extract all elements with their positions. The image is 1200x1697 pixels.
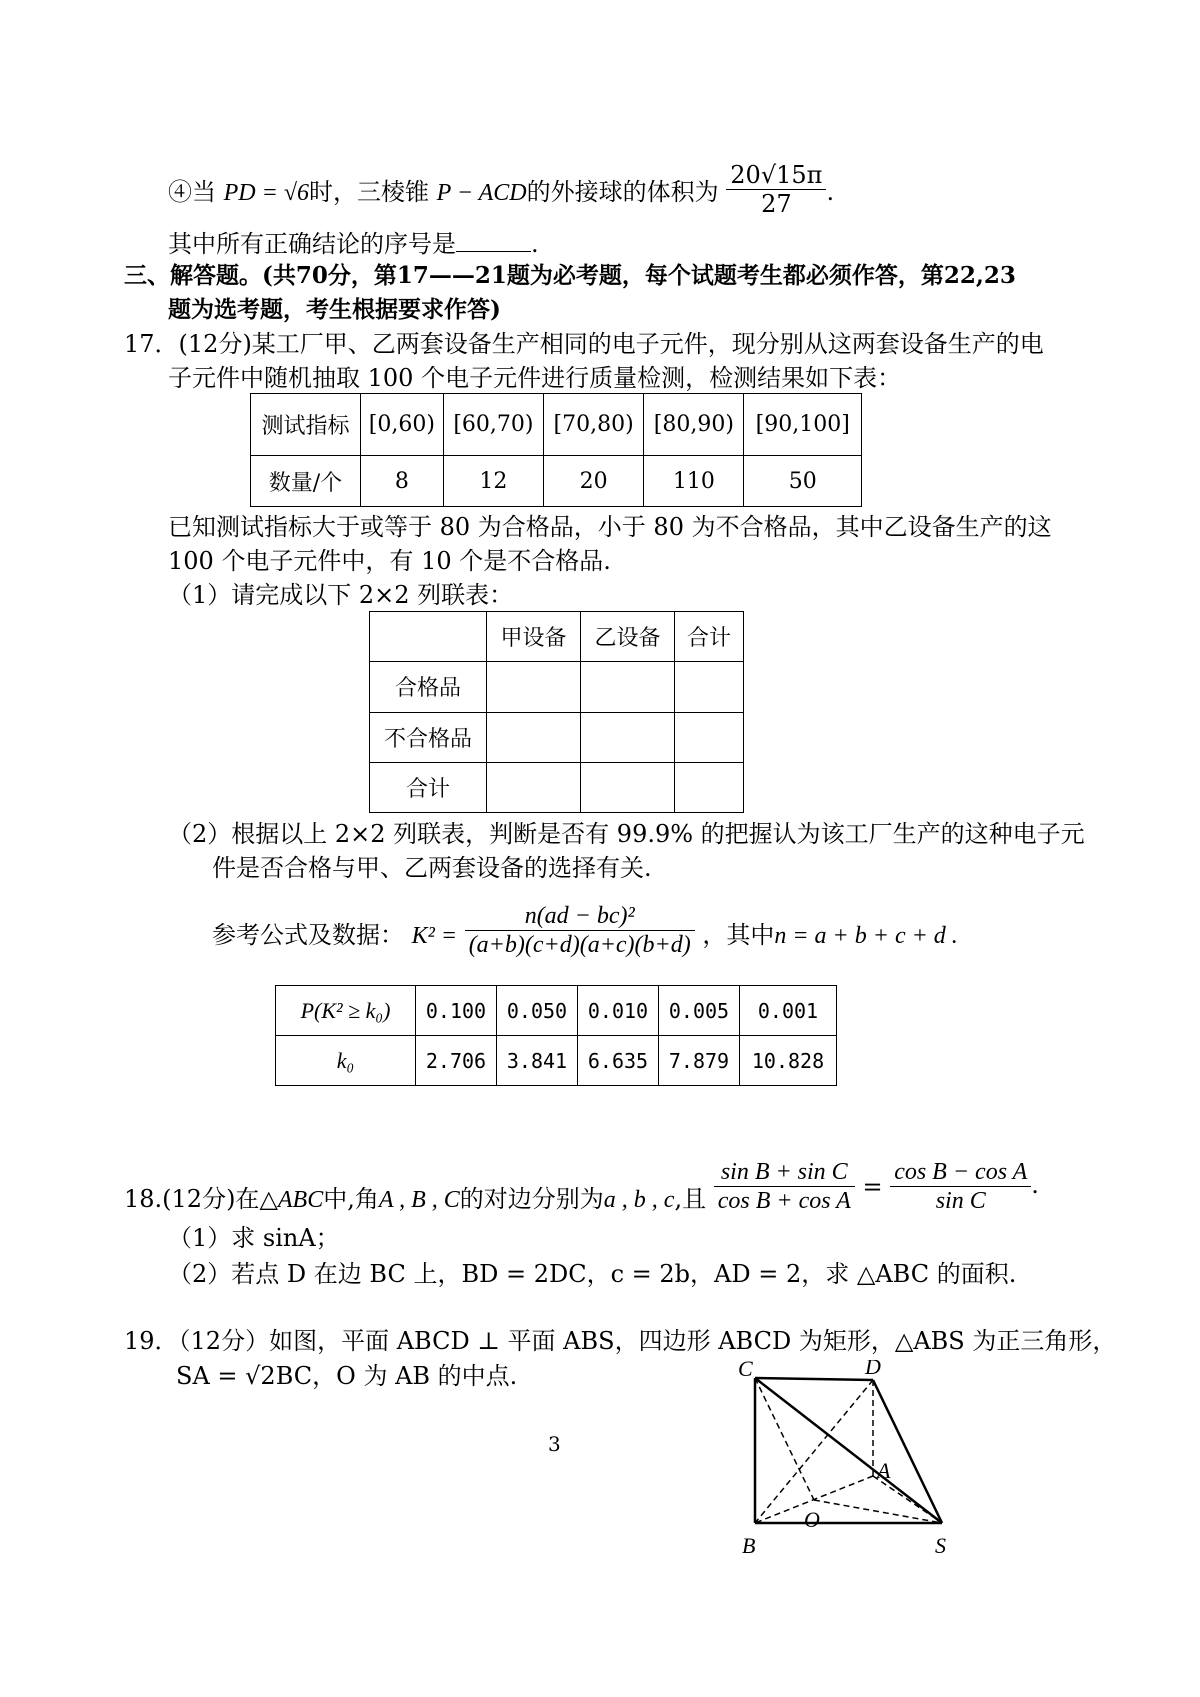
label-o: O: [804, 1507, 820, 1532]
section-3-heading: 三、解答题。(共70分，第17——21题为必考题，每个试题考生都必须作答，第22,23: [124, 262, 1016, 289]
table-cell: 0.100: [416, 986, 497, 1036]
table-cell: [675, 762, 744, 812]
q18-part1: （1）求 sinA；: [168, 1224, 340, 1252]
q17-distribution-table: [250, 393, 862, 507]
section-3-heading-cont: 题为选考题，考生根据要求作答): [168, 296, 501, 323]
answer-blank: [456, 229, 531, 252]
table-cell: 0.005: [659, 986, 740, 1036]
table-header-cell: [70,80): [544, 394, 644, 456]
table-header-cell: [60,70): [443, 394, 543, 456]
q17-part2-line1: （2）根据以上 2×2 列联表，判断是否有 99.9% 的把握认为该工厂生产的这种电子元: [168, 820, 1085, 848]
table-header-cell: [90,100]: [744, 394, 862, 456]
edge-cd: [755, 1378, 873, 1380]
table-cell: 数量/个: [251, 456, 361, 507]
table-cell: 0.010: [578, 986, 659, 1036]
table-cell: 10.828: [740, 1036, 837, 1086]
table-cell: [581, 662, 675, 712]
q17-part2-line2: 件是否合格与甲、乙两套设备的选择有关.: [212, 854, 652, 882]
table-header-cell: [370, 612, 487, 662]
edge-os: [814, 1500, 942, 1523]
volume-fraction: $\frac{20√15\pi}{27}$: [726, 161, 826, 218]
table-row-label: 合计: [370, 762, 487, 812]
table-header-cell: [80,90): [644, 394, 744, 456]
q17-line1: 17．(12分)某工厂甲、乙两套设备生产相同的电子元件，现分别从这两套设备生产的电: [124, 330, 1044, 358]
q19-line2: SA = √2BC，O 为 AB 的中点.: [176, 1362, 518, 1390]
table-header-cell: 甲设备: [487, 612, 581, 662]
table-header-cell: 合计: [675, 612, 744, 662]
conclusion-line: 其中所有正确结论的序号是 .: [168, 230, 539, 258]
table-cell: 50: [744, 456, 862, 507]
table-cell: 2.706: [416, 1036, 497, 1086]
table-row-label: k₀: [276, 1036, 416, 1086]
table-cell: [581, 712, 675, 762]
q17-line4: 100 个电子元件中，有 10 个是不合格品.: [168, 547, 611, 575]
q19-line1: 19．（12分）如图，平面 ABCD ⊥ 平面 ABS，四边形 ABCD 为矩形，△ABS 为正三角形，: [124, 1327, 1117, 1355]
q17-contingency-table: [369, 611, 744, 813]
table-cell: [487, 762, 581, 812]
table-cell: [487, 662, 581, 712]
label-c: C: [738, 1360, 753, 1381]
table-cell: [581, 762, 675, 812]
table-cell: 12: [443, 456, 543, 507]
table-cell: 110: [644, 456, 744, 507]
q18-stem: 18.(12分)在△ABC中,角A , B , C的对边分别为a , b , c,且 $\frac{\text{sin B + sin C}}{\text{cos B + cos A}}$ = $\frac{\text{cos B − cos A}}{\text{sin C}}$ .: [124, 1159, 1039, 1214]
critical-value-table: [275, 985, 837, 1086]
table-header-cell: 乙设备: [581, 612, 675, 662]
table-cell: 8: [360, 456, 443, 507]
chi-square-fraction: $\frac{\text{n(ad − bc)²}}{(a+b)(c+d)(a+c)(b+d)}$: [465, 902, 695, 959]
q17-part1: （1）请完成以下 2×2 列联表：: [168, 581, 514, 609]
table-cell: 0.001: [740, 986, 837, 1036]
table-cell: [487, 712, 581, 762]
label-s: S: [935, 1533, 946, 1558]
edge-db: [755, 1380, 873, 1523]
table-header-cell: [0,60): [360, 394, 443, 456]
label-b: B: [742, 1533, 756, 1558]
table-cell: 20: [544, 456, 644, 507]
pyramid-figure: [730, 1360, 970, 1560]
page-number: 3: [548, 1432, 561, 1456]
right-fraction: $\frac{\text{cos B − cos A}}{\text{sin C}}$: [890, 1158, 1031, 1215]
left-fraction: $\frac{\text{sin B + sin C}}{\text{cos B + cos A}}$: [714, 1158, 855, 1215]
q18-part2: （2）若点 D 在边 BC 上，BD = 2DC，c = 2b，AD = 2，求 △ABC 的面积.: [168, 1260, 1017, 1288]
table-cell: 6.635: [578, 1036, 659, 1086]
reference-formula: 参考公式及数据： K² = $\frac{\text{n(ad − bc)²}}{(a+b)(c+d)(a+c)(b+d)}$ ，其中n = a + b + c + d .: [212, 903, 958, 958]
table-row-label: 不合格品: [370, 712, 487, 762]
table-cell: [675, 662, 744, 712]
table-row-label: 合格品: [370, 662, 487, 712]
q17-line3: 已知测试指标大于或等于 80 为合格品，小于 80 为不合格品，其中乙设备生产的这: [168, 513, 1052, 541]
label-a: A: [877, 1458, 891, 1483]
table-row-label: P(K² ≥ k₀): [276, 986, 416, 1036]
table-header-cell: 测试指标: [251, 394, 361, 456]
table-cell: [675, 712, 744, 762]
q17-line2: 子元件中随机抽取 100 个电子元件进行质量检测，检测结果如下表：: [168, 364, 902, 392]
edge-cs: [755, 1378, 942, 1523]
table-cell: 0.050: [497, 986, 578, 1036]
item-4-line: ④当 PD = √6时，三棱锥 P − ACD的外接球的体积为 $\frac{20√15\pi}{27}$ .: [168, 161, 835, 218]
edge-ds: [873, 1380, 942, 1523]
table-cell: 3.841: [497, 1036, 578, 1086]
table-cell: 7.879: [659, 1036, 740, 1086]
edge-co: [755, 1378, 814, 1500]
label-d: D: [865, 1360, 881, 1379]
